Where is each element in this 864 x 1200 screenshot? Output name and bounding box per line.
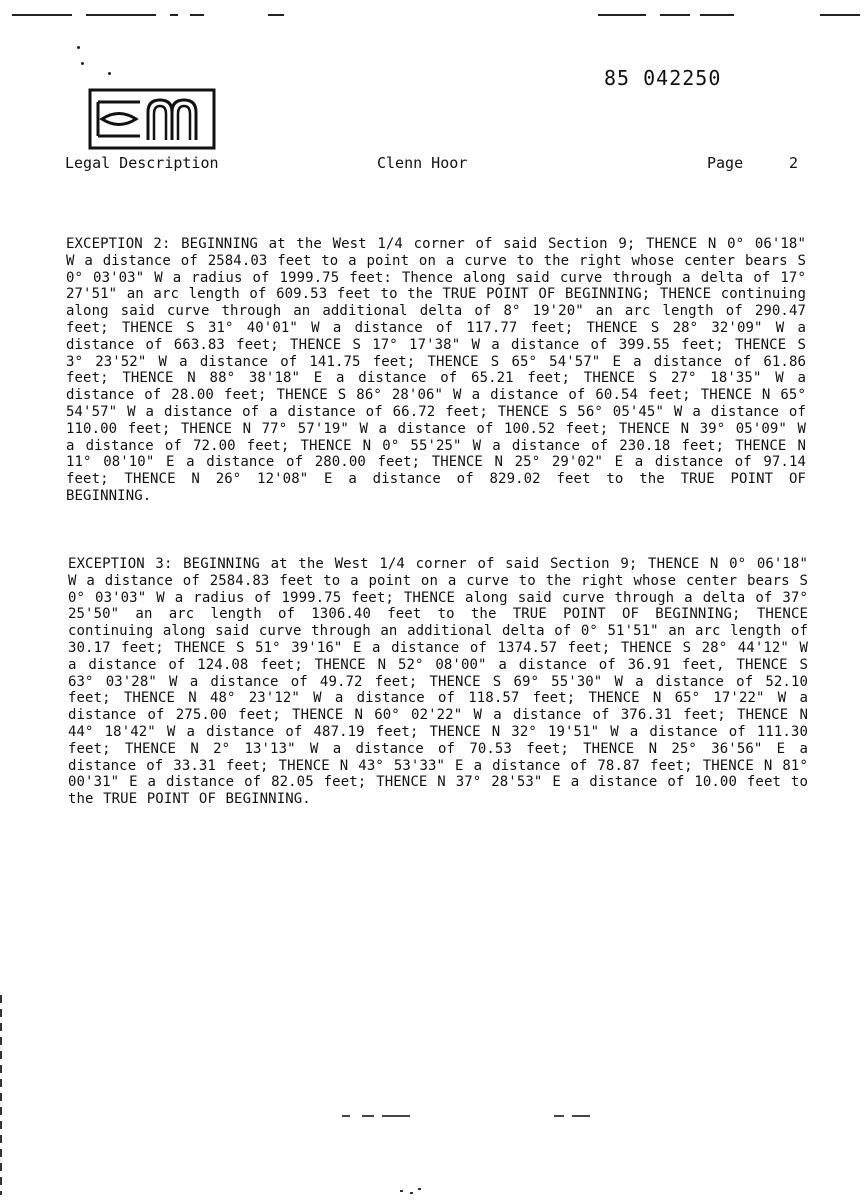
- document-header: [0, 154, 864, 176]
- header-page-label: Page: [707, 154, 744, 172]
- scan-speck: [81, 62, 84, 65]
- scan-artifact-top: [0, 14, 864, 17]
- header-page-number: 2: [789, 154, 799, 172]
- scan-speck: [77, 46, 80, 49]
- header-title: Legal Description: [65, 154, 219, 172]
- em-logo-icon: [88, 88, 216, 150]
- scan-artifact-left-edge: [0, 995, 2, 1195]
- scan-artifact-footer: [340, 1112, 600, 1120]
- document-number: 85 042250: [604, 66, 722, 90]
- scan-artifact-bottom: [400, 1188, 430, 1194]
- exception-3-paragraph: EXCEPTION 3: BEGINNING at the West 1/4 corner of said Section 9; THENCE N 0° 06'18" W a distance of 2584.83 feet to a point on a curve to the right whose center bears S 0° 03'03" W a radius of 1999.75 feet; THENCE along said curve through a delta of 37° 25'50" an arc length of 1306.40 feet to the TRUE POINT OF BEGINNING; THENCE continuing along said curve through an additional delta of 0° 51'51" an arc length of 30.17 feet; THENCE S 51° 39'16" E a distance of 1374.57 feet; THENCE S 28° 44'12" W a distance of 124.08 feet; THENCE N 52° 08'00" a distance of 36.91 feet, THENCE S 63° 03'28" W a distance of 49.72 feet; THENCE S 69° 55'30" W a distance of 52.10 feet; THENCE N 48° 23'12" W a distance of 118.57 feet; THENCE N 65° 17'22" W a distance of 275.00 feet; THENCE N 60° 02'22" W a distance of 376.31 feet; THENCE N 44° 18'42" W a distance of 487.19 feet; THENCE N 32° 19'51" W a distance of 111.30 feet; THENCE N 2° 13'13" W a distance of 70.53 feet; THENCE N 25° 36'56" E a distance of 33.31 feet; THENCE N 43° 53'33" E a distance of 78.87 feet; THENCE N 81° 00'31" E a distance of 82.05 feet; THENCE N 37° 28'53" E a distance of 10.00 feet to the TRUE POINT OF BEGINNING.: [68, 556, 808, 808]
- exception-2-paragraph: EXCEPTION 2: BEGINNING at the West 1/4 corner of said Section 9; THENCE N 0° 06'18" W a distance of 2584.03 feet to a point on a curve to the right whose center bears S 0° 03'03" W a radius of 1999.75 feet: Thence along said curve through a delta of 17° 27'51" an arc length of 609.53 feet to the TRUE POINT OF BEGINNING; THENCE continuing along said curve through an additional delta of 8° 19'20" an arc length of 290.47 feet; THENCE S 31° 40'01" W a distance of 117.77 feet; THENCE S 28° 32'09" W a distance of 663.83 feet; THENCE S 17° 17'38" W a distance of 399.55 feet; THENCE S 3° 23'52" W a distance of 141.75 feet; THENCE S 65° 54'57" E a distance of 61.86 feet; THENCE N 88° 38'18" E a distance of 65.21 feet; THENCE S 27° 18'35" W a distance of 28.00 feet; THENCE S 86° 28'06" W a distance of 60.54 feet; THENCE N 65° 54'57" W a distance of a distance of 66.72 feet; THENCE S 56° 05'45" W a distance of 110.00 feet; THENCE N 77° 57'19" W a distance of 100.52 feet; THENCE N 39° 05'09" W a distance of 72.00 feet; THENCE N 0° 55'25" W a distance of 230.18 feet; THENCE N 11° 08'10" E a distance of 280.00 feet; THENCE N 25° 29'02" E a distance of 97.14 feet; THENCE N 26° 12'08" E a distance of 829.02 feet to the TRUE POINT OF BEGINNING.: [66, 236, 806, 504]
- scan-speck: [108, 72, 111, 75]
- header-name: Clenn Hoor: [377, 154, 468, 172]
